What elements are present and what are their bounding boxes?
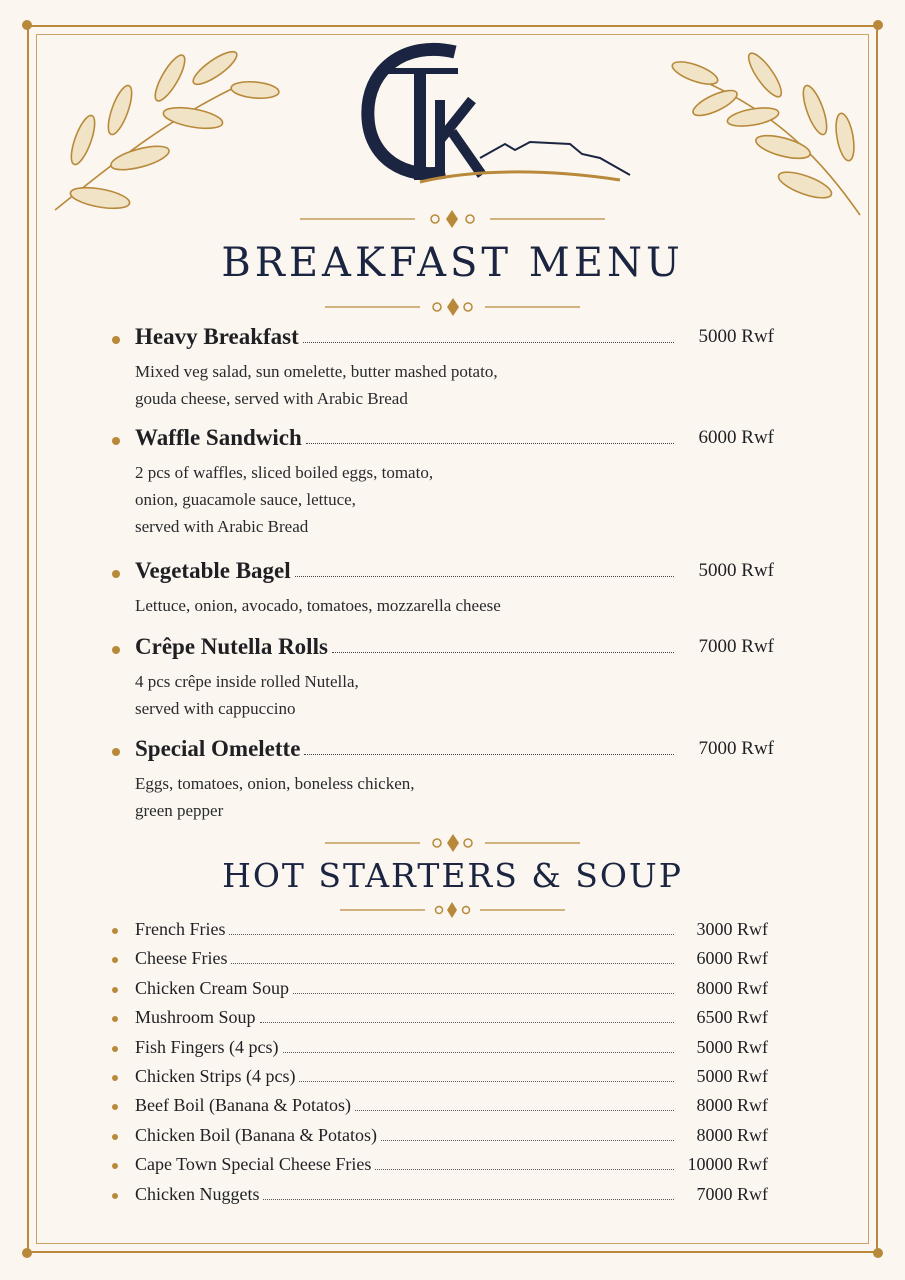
leaf-branch-left-icon bbox=[45, 40, 280, 220]
item-name: French Fries bbox=[135, 919, 229, 940]
logo-letters: CTK bbox=[360, 40, 363, 41]
menu-item bbox=[112, 425, 782, 540]
ornament-divider bbox=[325, 296, 580, 318]
item-name: Vegetable Bagel bbox=[135, 558, 295, 584]
item-name: Cheese Fries bbox=[135, 948, 231, 969]
starter-item bbox=[112, 919, 772, 943]
item-name: Mushroom Soup bbox=[135, 1007, 260, 1028]
item-price: 8000 Rwf bbox=[696, 977, 768, 998]
item-price: 10000 Rwf bbox=[687, 1154, 768, 1175]
item-name: Chicken Boil (Banana & Potatos) bbox=[135, 1125, 381, 1146]
item-price: 3000 Rwf bbox=[696, 919, 768, 939]
dotted-leader bbox=[306, 443, 674, 444]
item-name: Chicken Cream Soup bbox=[135, 978, 293, 999]
dotted-leader bbox=[229, 934, 674, 935]
bullet-icon bbox=[112, 928, 118, 934]
item-name: Special Omelette bbox=[135, 736, 304, 762]
ornament-divider bbox=[340, 899, 565, 921]
dotted-leader bbox=[260, 1022, 674, 1023]
menu-item bbox=[112, 324, 782, 412]
description-line: 2 pcs of waffles, sliced boiled eggs, tomato, bbox=[135, 463, 434, 482]
bullet-icon bbox=[112, 957, 118, 963]
dotted-leader bbox=[283, 1052, 674, 1053]
item-price: 5000 Rwf bbox=[698, 326, 774, 347]
dotted-leader bbox=[231, 963, 674, 964]
bullet-icon bbox=[112, 336, 120, 344]
starters-section-title: HOT STARTERS & SOUP bbox=[222, 856, 683, 895]
item-price: 6000 Rwf bbox=[696, 948, 768, 969]
item-price: 8000 Rwf bbox=[696, 1124, 768, 1145]
item-price: 6500 Rwf bbox=[696, 1007, 768, 1028]
item-name: Cape Town Special Cheese Fries bbox=[135, 1154, 375, 1175]
dotted-leader bbox=[293, 993, 674, 994]
bullet-icon bbox=[112, 1134, 118, 1140]
item-name: Heavy Breakfast bbox=[135, 324, 303, 350]
bullet-icon bbox=[112, 1104, 118, 1110]
description-line: Mixed veg salad, sun omelette, butter mashed potato, bbox=[135, 362, 498, 381]
bullet-icon bbox=[112, 1163, 118, 1169]
menu-item bbox=[112, 736, 782, 824]
starter-item bbox=[112, 1066, 772, 1090]
item-description bbox=[135, 459, 782, 540]
item-name: Waffle Sandwich bbox=[135, 425, 306, 451]
starter-item bbox=[112, 1007, 772, 1031]
item-name: Chicken Nuggets bbox=[135, 1184, 263, 1205]
item-description bbox=[135, 668, 782, 722]
item-description bbox=[135, 592, 782, 619]
dotted-leader bbox=[375, 1169, 674, 1170]
dotted-leader bbox=[303, 342, 674, 343]
item-price: 5000 Rwf bbox=[698, 560, 774, 581]
description-line: Lettuce, onion, avocado, tomatoes, mozzarella cheese bbox=[135, 596, 501, 615]
breakfast-section-title: BREAKFAST MENU bbox=[221, 240, 684, 286]
description-line: green pepper bbox=[135, 801, 224, 820]
item-name: Beef Boil (Banana & Potatos) bbox=[135, 1095, 355, 1116]
starter-item bbox=[112, 948, 772, 972]
corner-ornament bbox=[873, 1248, 883, 1258]
item-price: 5000 Rwf bbox=[696, 1066, 768, 1086]
item-name: Crêpe Nutella Rolls bbox=[135, 634, 332, 660]
dotted-leader bbox=[263, 1199, 674, 1200]
starter-item bbox=[112, 1154, 772, 1178]
leaf-branch-right-icon bbox=[665, 45, 865, 225]
bullet-icon bbox=[112, 748, 120, 756]
dotted-leader bbox=[299, 1081, 674, 1082]
dotted-leader bbox=[304, 754, 674, 755]
item-name: Fish Fingers (4 pcs) bbox=[135, 1037, 283, 1058]
menu-item bbox=[112, 634, 782, 722]
item-price: 8000 Rwf bbox=[696, 1095, 768, 1116]
dotted-leader bbox=[295, 576, 674, 577]
corner-ornament bbox=[22, 20, 32, 30]
dotted-leader bbox=[381, 1140, 674, 1141]
description-line: Eggs, tomatoes, onion, boneless chicken, bbox=[135, 774, 415, 793]
description-line: served with cappuccino bbox=[135, 699, 296, 718]
corner-ornament bbox=[22, 1248, 32, 1258]
starter-item bbox=[112, 1125, 772, 1149]
item-price: 7000 Rwf bbox=[698, 636, 774, 657]
starter-item bbox=[112, 1184, 772, 1208]
starter-item bbox=[112, 1095, 772, 1119]
corner-ornament bbox=[873, 20, 883, 30]
description-line: served with Arabic Bread bbox=[135, 517, 309, 536]
item-price: 6000 Rwf bbox=[698, 427, 774, 448]
bullet-icon bbox=[112, 1046, 118, 1052]
ornament-divider bbox=[300, 208, 605, 230]
bullet-icon bbox=[112, 437, 120, 445]
menu-item bbox=[112, 558, 782, 619]
description-line: gouda cheese, served with Arabic Bread bbox=[135, 389, 408, 408]
starter-item bbox=[112, 1037, 772, 1061]
ornament-divider bbox=[325, 832, 580, 854]
bullet-icon bbox=[112, 570, 120, 578]
item-description bbox=[135, 358, 782, 412]
bullet-icon bbox=[112, 1193, 118, 1199]
item-price: 7000 Rwf bbox=[698, 738, 774, 759]
starter-item bbox=[112, 978, 772, 1002]
bullet-icon bbox=[112, 1016, 118, 1022]
bullet-icon bbox=[112, 987, 118, 993]
dotted-leader bbox=[332, 652, 674, 653]
dotted-leader bbox=[355, 1110, 674, 1111]
brand-logo bbox=[360, 40, 640, 200]
item-price: 7000 Rwf bbox=[696, 1183, 768, 1204]
bullet-icon bbox=[112, 1075, 118, 1081]
description-line: 4 pcs crêpe inside rolled Nutella, bbox=[135, 672, 359, 691]
item-description bbox=[135, 770, 782, 824]
description-line: onion, guacamole sauce, lettuce, bbox=[135, 490, 356, 509]
bullet-icon bbox=[112, 646, 120, 654]
item-name: Chicken Strips (4 pcs) bbox=[135, 1066, 299, 1087]
item-price: 5000 Rwf bbox=[696, 1036, 768, 1057]
